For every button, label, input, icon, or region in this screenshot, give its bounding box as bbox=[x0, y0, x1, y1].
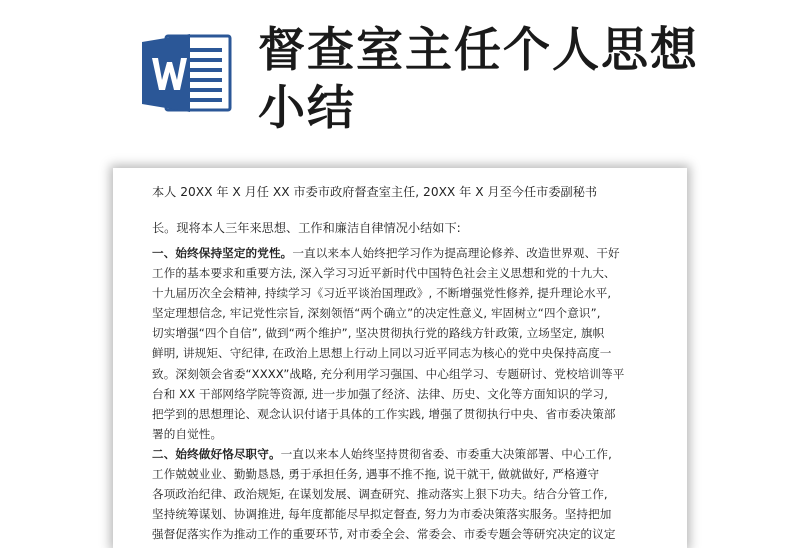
section-2-heading: 二、始终做好恪尽职守。 bbox=[152, 446, 281, 461]
paragraph-line: 切实增强“四个自信”, 做到“两个维护”, 坚决贯彻执行党的路线方针政策, 立场坚定, 旗帜 bbox=[152, 326, 605, 341]
paragraph-line: 台和 XX 干部网络学院等资源, 进一步加强了经济、法律、历史、文化等方面知识的学习, bbox=[152, 386, 608, 401]
paragraph-line: 坚定理想信念, 牢记党性宗旨, 深刻领悟“两个确立”的决定性意义, 牢固树立“四个意识”, bbox=[152, 306, 601, 321]
document-title bbox=[258, 22, 758, 138]
section-1-first-line-text: 一直以来本人始终把学习作为提高理论修养、改造世界观、干好 bbox=[292, 246, 620, 260]
title-line-2: 小结 bbox=[258, 81, 356, 136]
paragraph-line: 致。深刻领会省委“XXXX”战略, 充分利用学习强国、中心组学习、专题研讨、党校培训等平 bbox=[152, 366, 625, 381]
paragraph-line: 各项政治纪律、政治规矩, 在谋划发展、调查研究、推动落实上狠下功夫。结合分管工作, bbox=[152, 487, 608, 502]
section-1 bbox=[152, 243, 649, 444]
document-body bbox=[152, 184, 649, 544]
word-document-icon bbox=[140, 32, 232, 114]
section-2-first-line-text: 一直以来本人始终坚持贯彻省委、市委重大决策部署、中心工作, bbox=[280, 446, 612, 461]
paragraph-line: 鲜明, 讲规矩、守纪律, 在政治上思想上行动上同以习近平同志为核心的党中央保持高度一 bbox=[152, 346, 612, 361]
paragraph-line: 工作的基本要求和重要方法, 深入学习习近平新时代中国特色社会主义思想和党的十九大、 bbox=[152, 266, 616, 281]
paragraph-line: 把学到的思想理论、观念认识付诸于具体的工作实践, 增强了贯彻执行中央、省市委决策部 bbox=[152, 406, 616, 421]
section-1-heading: 一、始终保持坚定的党性。 bbox=[152, 246, 293, 260]
paragraph-line: 工作兢兢业业、勤勤恳恳, 勇于承担任务, 遇事不推不拖, 说干就干, 做就做好, 严格遵守 bbox=[152, 467, 600, 482]
section-2 bbox=[152, 444, 649, 544]
section-1-first-line bbox=[152, 243, 649, 263]
paragraph-line: 坚持统筹谋划、协调推进, 每年度都能尽早拟定督查, 努力为市委决策落实服务。坚持把加 bbox=[152, 507, 612, 522]
section-2-first-line bbox=[152, 444, 649, 464]
paragraph-line: 署的自觉性。 bbox=[152, 426, 223, 441]
intro-line: 本人 20XX 年 X 月任 XX 市委市政府督查室主任, 20XX 年 X 月至今任市委副秘书 bbox=[152, 185, 598, 199]
paragraph-line: 十九届历次全会精神, 持续学习《习近平谈治国理政》, 不断增强党性修养, 提升理论水平, bbox=[152, 286, 612, 301]
title-line-1: 督查室主任个人思想 bbox=[258, 23, 699, 78]
paragraph-line: 强督促落实作为推动工作的重要环节, 对市委全会、常委会、市委专题会等研究决定的议定 bbox=[152, 527, 616, 542]
header bbox=[0, 0, 800, 165]
intro-line: 长。现将本人三年来思想、工作和廉洁自律情况小结如下: bbox=[152, 221, 461, 235]
